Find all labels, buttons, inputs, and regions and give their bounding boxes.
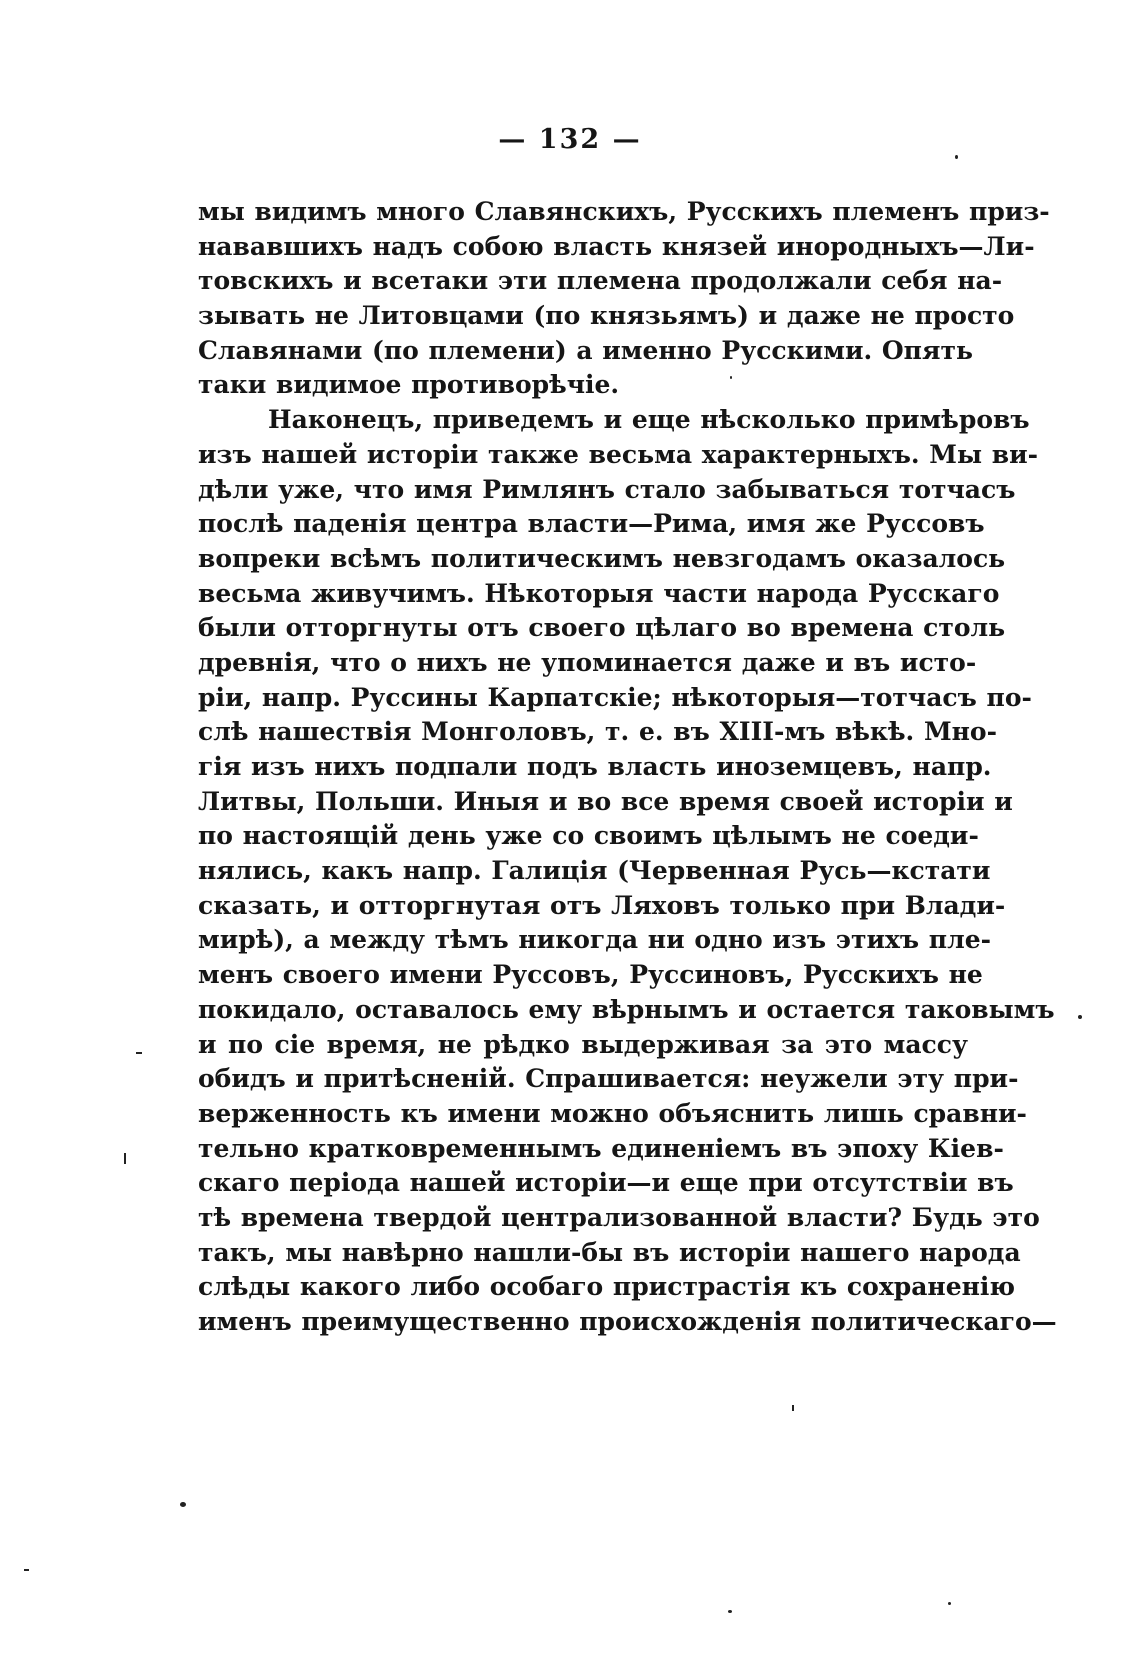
- text-line: дѣли уже, что имя Римлянъ стало забываться тотчасъ: [198, 474, 1016, 504]
- text-line: по настоящій день уже со своимъ цѣлымъ не соеди-: [198, 821, 979, 851]
- scan-speck: [792, 1405, 794, 1411]
- text-line: именъ преимущественно происхожденія политическаго—: [198, 1307, 1057, 1336]
- text-line: гія изъ нихъ подпали подъ власть иноземцевъ, напр.: [198, 752, 992, 781]
- text-line: слѣ нашествія Монголовъ, т. е. въ XIII-мъ вѣкѣ. Мно-: [198, 717, 997, 747]
- text-line: менъ своего имени Руссовъ, Руссиновъ, Русскихъ не: [198, 960, 983, 990]
- text-line: тельно кратковременнымъ единеніемъ въ эпоху Кіев-: [198, 1133, 1004, 1163]
- scan-speck: [955, 155, 958, 159]
- scan-speck: [124, 1153, 126, 1164]
- text-line: весьма живучимъ. Нѣкоторыя части народа Русскаго: [198, 578, 1000, 608]
- text-line: зывать не Литовцами (по князьямъ) и даже не просто: [198, 301, 1015, 331]
- text-line: Славянами (по племени) а именно Русскими. Опять: [198, 335, 973, 365]
- text-line: вопреки всѣмъ политическимъ невзгодамъ оказалось: [198, 543, 1006, 573]
- text-line: изъ нашей исторіи также весьма характерныхъ. Мы ви-: [198, 439, 1039, 469]
- text-line: обидъ и притѣсненій. Спрашивается: неужели эту при-: [198, 1064, 1019, 1094]
- scan-speck: [948, 1602, 951, 1605]
- text-line: покидало, оставалось ему вѣрнымъ и остается таковымъ: [198, 994, 1055, 1024]
- scan-speck: [180, 1502, 186, 1507]
- text-line: мы видимъ много Славянскихъ, Русскихъ племенъ приз-: [198, 197, 1050, 226]
- text-line: скаго періода нашей исторіи—и еще при отсутствіи въ: [198, 1168, 1014, 1198]
- text-line: такъ, мы навѣрно нашли-бы въ исторіи нашего народа: [198, 1237, 1021, 1267]
- text-line: Литвы, Польши. Иныя и во все время своей исторіи и: [198, 786, 1013, 816]
- text-line: товскихъ и всетаки эти племена продолжали себя на-: [198, 266, 1003, 296]
- page-number: — 132 —: [498, 124, 642, 155]
- body-text: [198, 195, 1057, 1340]
- text-line: нялись, какъ напр. Галиція (Червенная Русь—кстати: [198, 856, 991, 886]
- text-line: древнія, что о нихъ не упоминается даже и въ исто-: [198, 647, 977, 677]
- text-line: мирѣ), а между тѣмъ никогда ни одно изъ этихъ пле-: [198, 925, 991, 955]
- scan-speck: [728, 1610, 732, 1613]
- text-line: слѣды какого либо особаго пристрастія къ сохраненію: [198, 1272, 1016, 1302]
- text-line: ріи, напр. Руссины Карпатскіе; нѣкоторыя—тотчасъ по-: [198, 682, 1032, 712]
- text-line: тѣ времена твердой централизованной власти? Будь это: [198, 1202, 1040, 1232]
- scan-speck: [136, 1052, 142, 1054]
- paragraph-start-line: Наконецъ, приведемъ и еще нѣсколько примѣровъ: [268, 405, 1030, 435]
- text-line: верженность къ имени можно объяснить лишь сравни-: [198, 1098, 1027, 1128]
- text-line: нававшихъ надъ собою власть князей инородныхъ—Ли-: [198, 231, 1035, 261]
- scan-speck: [1078, 1015, 1082, 1019]
- scan-speck: [730, 376, 732, 379]
- text-line: послѣ паденія центра власти—Рима, имя же Руссовъ: [198, 509, 985, 539]
- scan-speck: [24, 1569, 29, 1571]
- text-line: таки видимое противорѣчіе.: [198, 370, 620, 400]
- text-line: сказать, и отторгнутая отъ Ляховъ только при Влади-: [198, 890, 1006, 920]
- text-line: и по сіе время, не рѣдко выдерживая за это массу: [198, 1029, 968, 1059]
- text-line: были отторгнуты отъ своего цѣлаго во времена столь: [198, 613, 1006, 643]
